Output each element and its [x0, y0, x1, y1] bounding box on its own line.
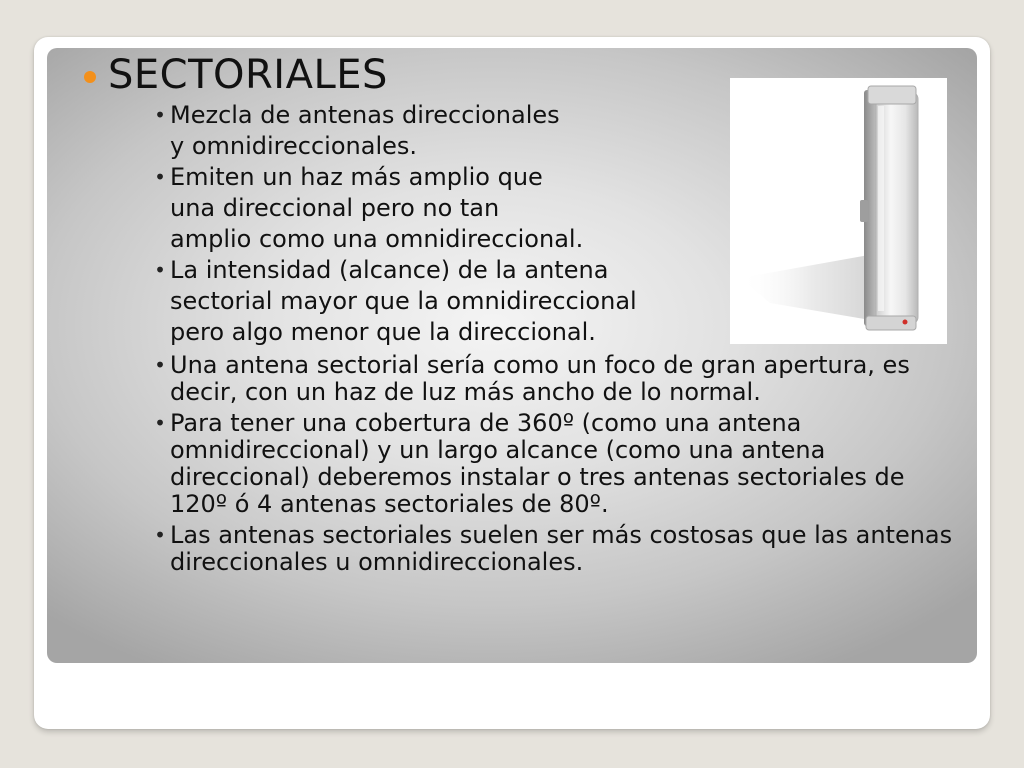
bullet-dot-icon: • — [154, 258, 166, 282]
bullet-line: una direccional pero no tan — [170, 194, 500, 222]
bullet-text: Para tener una cobertura de 360º (como una antena omnidireccional) y un largo alcance (como una antena direccional) deberemos instalar o tres antenas sectoriales de 120º ó 4 antenas sectoriales de 80º. — [170, 409, 905, 518]
bullet-text: Las antenas sectoriales suelen ser más costosas que las antenas direccionales u omnidireccionales. — [170, 521, 953, 576]
bullet-line: y omnidireccionales. — [170, 132, 418, 160]
bullet-dot-icon: • — [154, 523, 166, 547]
list-item — [150, 522, 960, 576]
title-row — [84, 50, 388, 100]
bullet-line: Mezcla de antenas direccionales — [170, 101, 560, 129]
bullet-line: sectorial mayor que la omnidireccional — [170, 287, 637, 315]
bullet-line: La intensidad (alcance) de la antena — [170, 256, 609, 284]
sector-antenna-icon — [730, 78, 947, 344]
bullet-dot-icon: • — [154, 411, 166, 435]
title-bullet-icon — [84, 71, 96, 83]
list-item — [150, 352, 960, 406]
bullet-line: pero algo menor que la direccional. — [170, 318, 596, 346]
bullet-dot-icon: • — [154, 165, 166, 189]
antenna-image — [730, 78, 947, 344]
bullet-line: amplio como una omnidireccional. — [170, 225, 584, 253]
bullet-dot-icon: • — [154, 103, 166, 127]
bullet-dot-icon: • — [154, 353, 166, 377]
slide-title: SECTORIALES — [108, 52, 388, 98]
bullet-text: Una antena sectorial sería como un foco de gran apertura, es decir, con un haz de luz más ancho de lo normal. — [170, 351, 910, 406]
bullet-line: Emiten un haz más amplio que — [170, 163, 543, 191]
list-item — [150, 410, 960, 518]
